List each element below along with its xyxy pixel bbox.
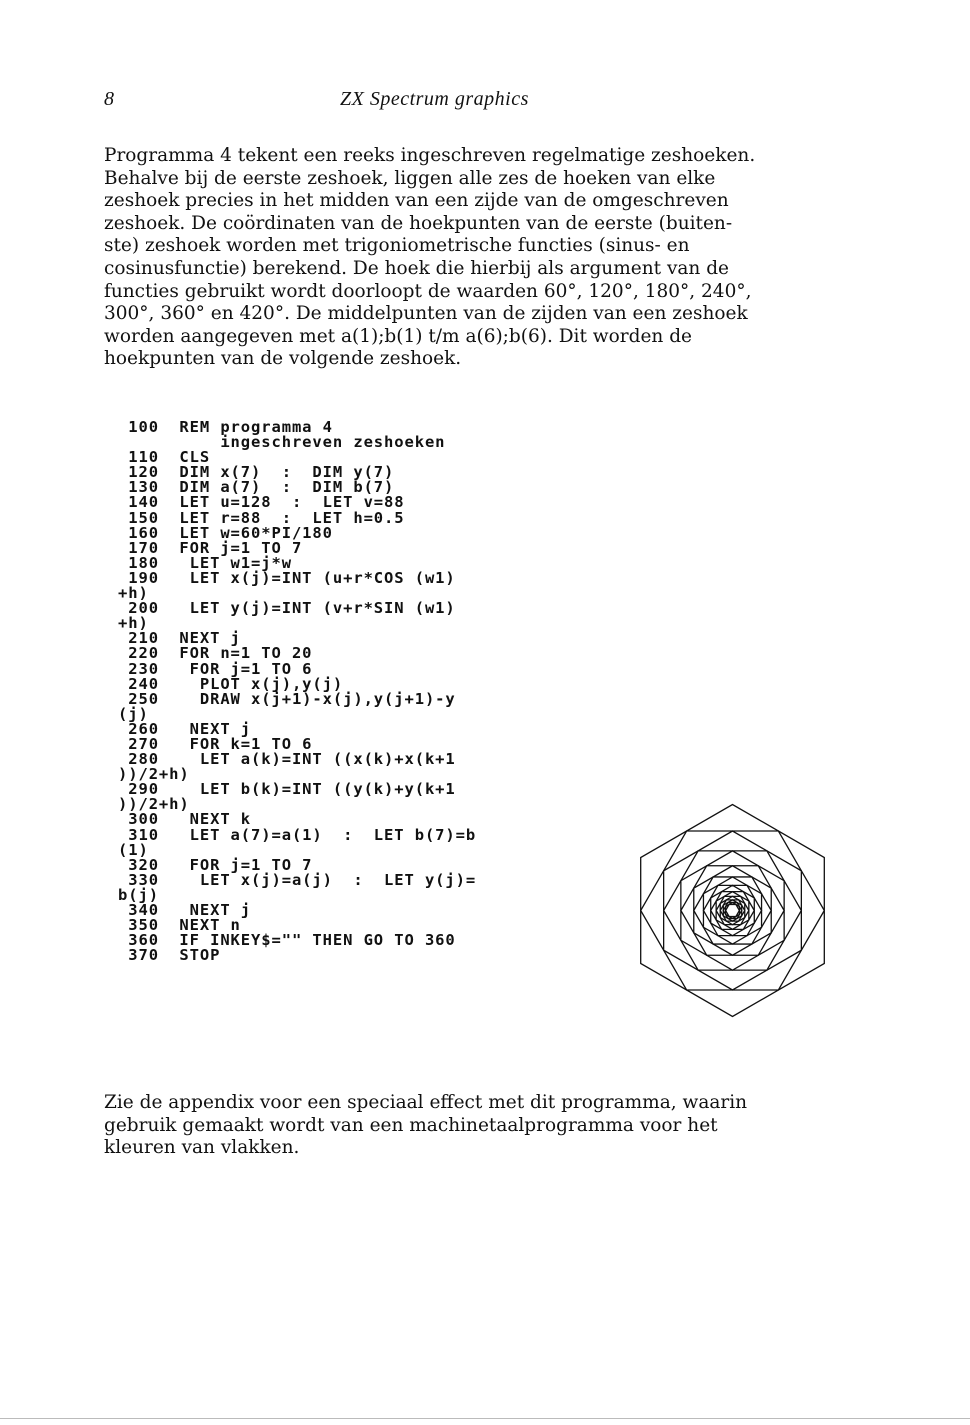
paragraph-line: hoekpunten van de volgende zeshoek. (104, 348, 462, 370)
hexagon-outline (726, 905, 740, 917)
listing-line: 300 NEXT k (128, 810, 252, 829)
hexagon-outline (681, 866, 784, 955)
listing-line: 370 STOP (128, 946, 221, 965)
listing-line: 110 CLS (128, 448, 211, 467)
listing-line: (1) (118, 840, 149, 859)
hexagon-outline (664, 851, 802, 970)
paragraph-line: Zie de appendix voor een speciaal effect met dit programma, waarin (104, 1092, 748, 1113)
listing-line: 130 DIM a(7) : DIM b(7) (128, 478, 395, 497)
listing-line: 290 LET b(k)=INT ((y(k)+y(k+1 (128, 780, 456, 799)
program-listing (118, 420, 476, 963)
listing-line: 170 FOR j=1 TO 7 (128, 538, 303, 557)
listing-line: +h) (118, 614, 149, 633)
listing-line: 200 LET y(j)=INT (v+r*SIN (w1) (128, 599, 456, 618)
paragraph-line: functies gebruikt wordt doorloopt de waarden 60°, 120°, 180°, 240°, (104, 280, 752, 302)
listing-line: (j) (118, 704, 149, 723)
listing-line: 140 LET u=128 : LET v=88 (128, 493, 405, 512)
hexagon-outline (681, 851, 784, 970)
listing-line: +h) (118, 584, 149, 603)
hexagon-outline (664, 831, 802, 990)
closing-paragraph (104, 1092, 844, 1160)
paragraph-line: worden aangegeven met a(1);b(1) t/m a(6);b(6). Dit worden de (104, 325, 692, 347)
hexagon-outline (641, 805, 825, 1017)
listing-line: 120 DIM x(7) : DIM y(7) (128, 463, 395, 482)
hexagon-outline (703, 885, 761, 935)
hexagon-outline (694, 877, 771, 944)
hexagon-outline (711, 892, 755, 930)
listing-line: 260 NEXT j (128, 719, 252, 738)
listing-line: 180 LET w1=j*w (128, 553, 292, 572)
listing-line: 210 NEXT j (128, 629, 241, 648)
listing-line: 310 LET a(7)=a(1) : LET b(7)=b (128, 825, 477, 844)
listing-line: 330 LET x(j)=a(j) : LET y(j)= (128, 870, 477, 889)
listing-line: 150 LET r=88 : LET h=0.5 (128, 508, 405, 527)
hexagon-outline (703, 877, 761, 944)
listing-line: 360 IF INKEY$="" THEN GO TO 360 (128, 931, 456, 950)
listing-line: 220 FOR n=1 TO 20 (128, 644, 313, 663)
page-edge-line (0, 1418, 970, 1419)
paragraph-line: gebruik gemaakt wordt van een machinetaalprogramma voor het (104, 1114, 718, 1136)
paragraph-line: Behalve bij de eerste zeshoek, liggen alle zes de hoeken van elke (104, 167, 716, 189)
paragraph-line: Programma 4 tekent een reeks ingeschreven regelmatige zeshoeken. (104, 145, 756, 166)
hexagon-outline (711, 885, 755, 935)
listing-line: 320 FOR j=1 TO 7 (128, 855, 313, 874)
listing-line: 270 FOR k=1 TO 6 (128, 734, 313, 753)
listing-line: b(j) (118, 885, 159, 904)
page-number: 8 (104, 88, 114, 110)
running-head: ZX Spectrum graphics (340, 88, 529, 110)
listing-line: 280 LET a(k)=INT ((x(k)+x(k+1 (128, 750, 456, 769)
hexagon-outline (716, 892, 749, 930)
nested-hexagons-figure (630, 803, 835, 1018)
listing-line: 250 DRAW x(j+1)-x(j),y(j+1)-y (128, 689, 456, 708)
intro-paragraph (104, 145, 844, 371)
paragraph-line: ste) zeshoek worden met trigoniometrische functies (sinus- en (104, 235, 690, 257)
listing-line: ))/2+h) (118, 765, 190, 784)
paragraph-line: cosinusfunctie) berekend. De hoek die hierbij als argument van de (104, 257, 730, 279)
listing-line: ingeschreven zeshoeken (220, 433, 446, 452)
paragraph-line: zeshoek precies in het midden van een zijde van de omgeschreven (104, 190, 729, 212)
paragraph-line: kleuren van vlakken. (104, 1137, 300, 1159)
listing-line: 240 PLOT x(j),y(j) (128, 674, 344, 693)
listing-line: 160 LET w=60*PI/180 (128, 523, 333, 542)
listing-line: 100 REM programma 4 (128, 418, 333, 436)
paragraph-line: 300°, 360° en 420°. De middelpunten van de zijden van een zeshoek (104, 303, 748, 325)
listing-line: 340 NEXT j (128, 901, 252, 919)
paragraph-line: zeshoek. De coördinaten van de hoekpunten van de eerste (buiten- (104, 212, 733, 234)
listing-line: 350 NEXT n (128, 916, 241, 935)
listing-line: 230 FOR j=1 TO 6 (128, 659, 313, 678)
hexagon-outline (641, 831, 825, 990)
listing-line: ))/2+h) (118, 795, 190, 814)
listing-line: 190 LET x(j)=INT (u+r*COS (w1) (128, 568, 456, 587)
hexagon-outline (694, 866, 771, 955)
